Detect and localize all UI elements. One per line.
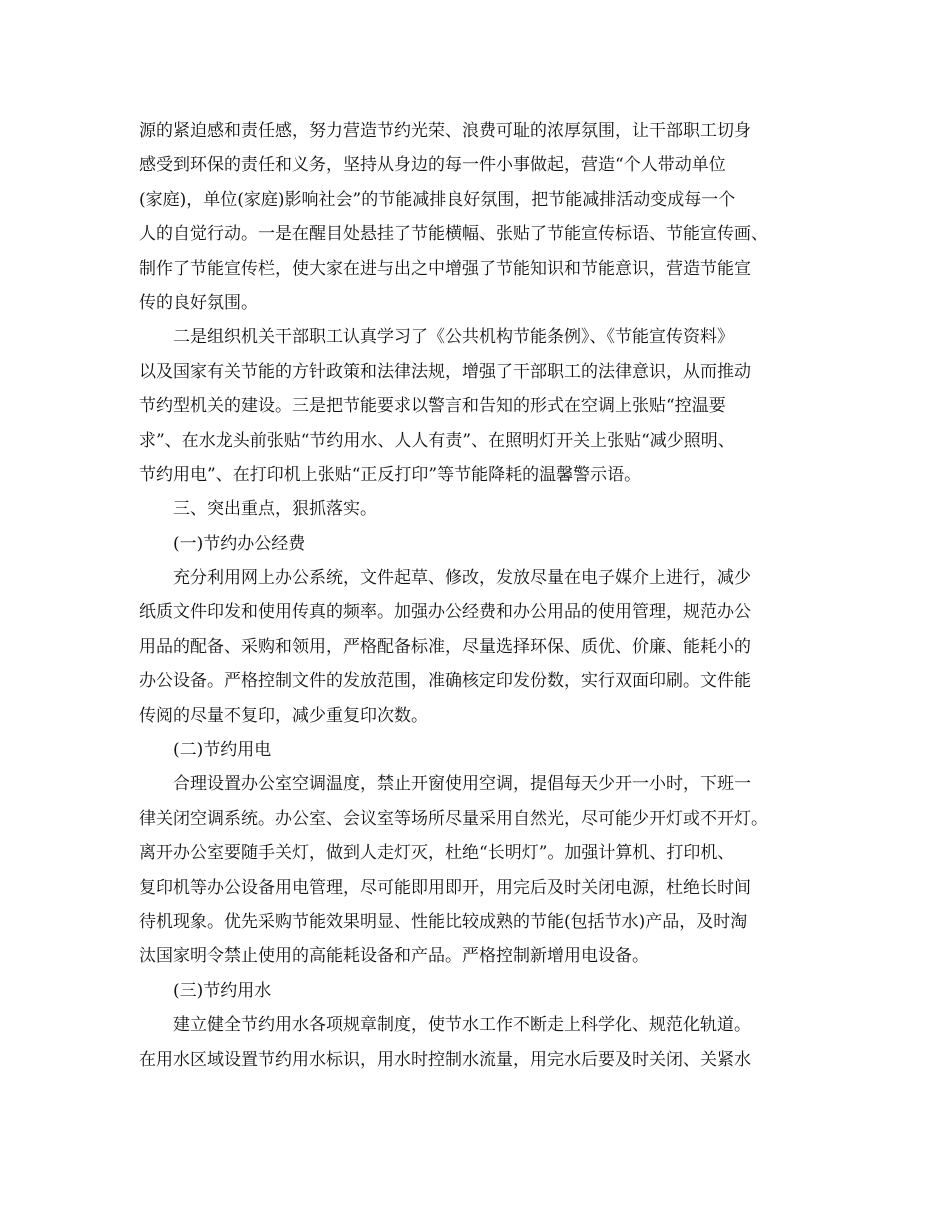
text-line: 感受到环保的责任和义务，坚持从身边的每一件小事做起，营造“个人带动单位 <box>139 155 726 176</box>
text-line: 纸质文件印发和使用传真的频率。加强办公经费和办公用品的使用管理，规范办公 <box>139 602 751 623</box>
text-line: (三)节约用水 <box>173 980 272 1001</box>
paragraph <box>139 114 829 320</box>
document-body <box>139 114 829 1077</box>
paragraph <box>139 320 829 492</box>
paragraph <box>139 527 829 561</box>
text-line: (一)节约办公经费 <box>173 533 306 554</box>
text-line: 传的良好氛围。 <box>139 292 258 313</box>
paragraph <box>139 1008 829 1077</box>
text-line: (家庭)，单位(家庭)影响社会”的节能减排良好氛围，把节能减排活动变成每一个 <box>139 189 736 210</box>
paragraph <box>139 561 829 733</box>
text-line: 二是组织机关干部职工认真学习了《公共机构节能条例》、《节能宣传资料》 <box>173 327 734 348</box>
paragraph <box>139 733 829 767</box>
text-line: (二)节约用电 <box>173 740 272 761</box>
text-line: 待机现象。优先采购节能效果明显、性能比较成熟的节能(包括节水)产品，及时淘 <box>139 911 748 932</box>
paragraph <box>139 492 829 526</box>
text-line: 以及国家有关节能的方针政策和法律法规，增强了干部职工的法律意识，从而推动 <box>139 361 751 382</box>
text-line: 节约用电”、在打印机上张贴“正反打印”等节能降耗的温馨警示语。 <box>139 464 642 485</box>
text-line: 复印机等办公设备用电管理，尽可能即用即开，用完后及时关闭电源，杜绝长时间 <box>139 877 751 898</box>
text-line: 充分利用网上办公系统，文件起草、修改，发放尽量在电子媒介上进行，减少 <box>173 568 751 589</box>
text-line: 节约型机关的建设。三是把节能要求以警言和告知的形式在空调上张贴“控温要 <box>139 396 726 417</box>
text-line: 制作了节能宣传栏，使大家在进与出之中增强了节能知识和节能意识，营造节能宣 <box>139 258 751 279</box>
text-line: 求”、在水龙头前张贴“节约用水、人人有责”、在照明灯开关上张贴“减少照明、 <box>139 430 735 451</box>
text-line: 办公设备。严格控制文件的发放范围，准确核定印发份数，实行双面印刷。文件能 <box>139 671 751 692</box>
text-line: 在用水区域设置节约用水标识，用水时控制水流量，用完水后要及时关闭、关紧水 <box>139 1049 751 1070</box>
paragraph <box>139 767 829 973</box>
text-line: 律关闭空调系统。办公室、会议室等场所尽量采用自然光，尽可能少开灯或不开灯。 <box>139 808 768 829</box>
text-line: 三、突出重点，狠抓落实。 <box>173 499 377 520</box>
text-line: 建立健全节约用水各项规章制度，使节水工作不断走上科学化、规范化轨道。 <box>173 1015 751 1036</box>
text-line: 传阅的尽量不复印，减少重复印次数。 <box>139 705 428 726</box>
paragraph <box>139 974 829 1008</box>
text-line: 用品的配备、采购和领用，严格配备标准，尽量选择环保、质优、价廉、能耗小的 <box>139 636 751 657</box>
text-line: 离开办公室要随手关灯，做到人走灯灭，杜绝“长明灯”。加强计算机、打印机、 <box>139 843 735 864</box>
text-line: 人的自觉行动。一是在醒目处悬挂了节能横幅、张贴了节能宣传标语、节能宣传画、 <box>139 224 768 245</box>
text-line: 源的紧迫感和责任感，努力营造节约光荣、浪费可耻的浓厚氛围，让干部职工切身 <box>139 121 751 141</box>
text-line: 合理设置办公室空调温度，禁止开窗使用空调，提倡每天少开一小时，下班一 <box>173 774 751 795</box>
text-line: 汰国家明令禁止使用的高能耗设备和产品。严格控制新增用电设备。 <box>139 946 649 967</box>
